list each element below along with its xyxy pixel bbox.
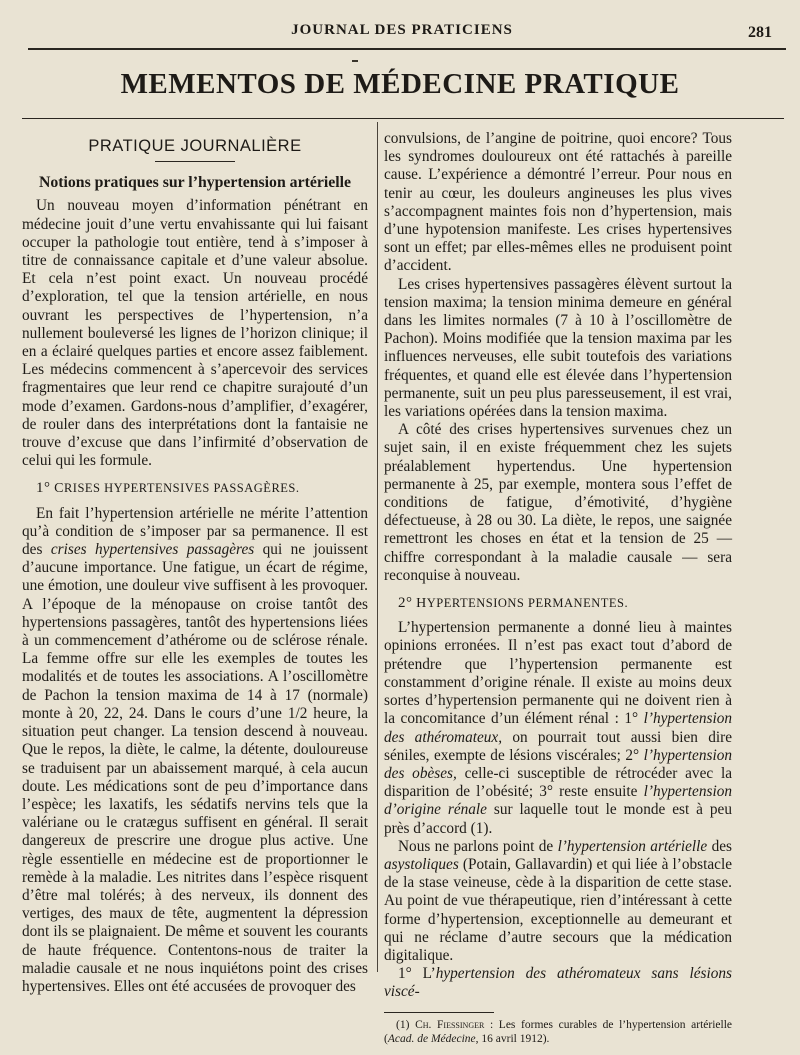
running-head: JOURNAL DES PRATICIENS — [291, 22, 513, 38]
text-run: sur laquelle tout le monde est à peu près d’accord (1). — [384, 801, 732, 837]
paragraph: Un nouveau moyen d’information pénétrant en médecine jouit d’une vertu envahissante qui lui faisant occuper la pathologie tout entière, tend à s’imposer à titre de connaissance capitale et d’une valeur absolue. Et cela n’est point exact. Un nouveau procédé d’exploration, tel que la tension artérielle, en nous ouvrant les perspectives de l’hypertension, n’a nullement bouleversé les lignes de l’horizon clinique; il en a éclairé quelques parties et encore assez faiblement. Les médecins commencent à s’apercevoir des services fragmentaires que leur rend ce chapitre surajouté d’un mode d’examen. Gardons-nous d’amplifier, d’exagérer, de rouler dans des interprétations dont la fantaisie ne trouve d’excuse que dans l’infirmité d’observation de celui qui les formule. — [22, 197, 368, 470]
footnote-author: Ch. Fiessinger — [415, 1018, 485, 1031]
paragraph — [384, 838, 732, 965]
page-number: 281 — [748, 24, 772, 41]
page-header — [22, 22, 782, 42]
subheading-permanentes — [384, 594, 732, 613]
emphasis: l’hypertension des obèses, — [384, 746, 732, 782]
subheading-crises — [22, 479, 368, 498]
left-column — [22, 137, 368, 996]
subheading-text: YPERTENSIONS PERMANENTES. — [426, 596, 629, 611]
text-run: (1) — [396, 1018, 416, 1031]
paragraph: convulsions, de l’angine de poitrine, quoi encore? Tous les syndromes douloureux ont été rattachés à pareille cause. L’expérience a démontré l’erreur. Pour nous en tenir au cœur, les douleurs angineuses les plus vives s’accompagnent maintes fois non d’hypertension, mais d’une hypotension manifeste. Les crises hypertensives sont un effet; par elles-mêmes elles ne produisent point d’accident. — [384, 130, 732, 275]
emphasis: crises hypertensives passagères — [50, 541, 255, 559]
emphasis: l’hypertension artérielle — [557, 837, 708, 855]
title-rule — [22, 118, 784, 119]
emphasis: Acad. de Médecine — [387, 1032, 476, 1045]
text-run: En fait l’hypertension artérielle ne mérite l’attention qu’à condition de s’imposer par sa permanence. Il est des — [22, 504, 368, 559]
paragraph — [384, 965, 732, 1001]
subheading-initial: H — [416, 596, 427, 612]
footnote — [384, 1018, 732, 1046]
page-title: MEMENTOS DE MÉDECINE PRATIQUE — [120, 68, 680, 100]
text-run: qui ne jouissent d’aucune importance. Une fatigue, un écart de régime, une émotion, une douleur vive suffisent à les provoquer. A l’époque de la ménopause on croise tantôt des hypertensions passagères, tantôt des hypertensions liées à un commencement d’athérome ou de sclérose rénale. La femme offre sur elle les exemples de toutes les modalités et de toutes les associations. A l’oscillomètre de Pachon la tension maxima de 14 à 17 (normale) monte à 20, 22, 24. Dans le cours d’une 1/2 heure, la situation peut changer. La tension descend à nouveau. Que le repos, la diète, le calme, la détente, douloureuse se traduisent par un abaissement marqué, à cela aucun doute. Les médications sont de peu d’importance dans l’espèce; les laxatifs, les sédatifs nervins tels que la valériane ou le cratægus suffisent en général. Il serait dangereux de prescrire une drogue plus active. Une règle essentielle en médecine est de proportionner le remède à la maladie. Les nitrites dans l’espèce risquent d’être mal tolérés; à des nerveux, ils donnent des vertiges, des maux de tête, augmentent la dépression dont ils se plaignaient. De même et souvent les courants de haute fréquence. Contentons-nous de traiter la maladie causale et ne nous inquiétons point des crises hypertensives. Elles ont été accusées de provoquer des — [22, 541, 368, 995]
subheading-number: 1° — [36, 480, 51, 497]
emphasis: hypertension des athéromateux sans lésions viscé- — [384, 965, 732, 1001]
right-column — [384, 130, 732, 1046]
subheading-number: 2° — [398, 595, 413, 612]
section-heading: PRATIQUE JOURNALIÈRE — [88, 137, 302, 155]
text-run: des — [707, 837, 733, 855]
text-run: celle-ci susceptible de rétrocéder avec la disparition de l’obésité; 3° reste ensuite — [384, 764, 732, 801]
article-title: Notions pratiques sur l’hypertension artérielle — [38, 174, 352, 192]
column-divider — [377, 122, 378, 972]
subheading-initial: C — [54, 481, 64, 497]
footnote-rule — [384, 1012, 494, 1013]
paragraph: A côté des crises hypertensives survenues chez un sujet sain, il en existe fréquemment chez les sujets préalablement hypertendus. Une hypertension permanente à 25, par exemple, montera sous l’effet de conditions de fatigue, d’émotivité, d’hygiène défectueuse, à 28 ou 30. La diète, le repos, une saignée remettront les choses en état et la tension de 25 — chiffre correspondant à la maladie causale — sera reconquise à nouveau. — [384, 421, 732, 584]
text-run: , 16 avril 1912). — [475, 1032, 550, 1045]
paragraph — [384, 619, 732, 837]
header-rule — [28, 48, 786, 50]
text-run: Nous ne parlons point de — [398, 837, 558, 855]
text-run: 1° L’ — [398, 965, 436, 983]
text-run: : Les formes curables de l’hypertension artérielle ( — [384, 1018, 733, 1045]
ornament-dot — [352, 60, 358, 62]
emphasis: l’hypertension des athéromateux, — [384, 710, 732, 746]
section-rule — [155, 161, 235, 162]
subheading-text: RISES HYPERTENSIVES PASSAGÈRES. — [63, 481, 300, 496]
text-run: (Potain, Gallavardin) et qui liée à l’obstacle de la stase veineuse, cède à la disparition de cette stase. Au point de vue thérapeutique, rien d’intéressant à cette forme d’hypertension, exceptionnelle au demeurant et qui ne réclame d’autre secours que la médication digitalique. — [384, 855, 732, 964]
emphasis: asystoliques — [384, 855, 459, 873]
text-run: on pourrait tout aussi bien dire séniles, exempte de lésions viscérales; 2° — [384, 728, 732, 764]
paragraph — [22, 505, 368, 996]
text-run: L’hypertension permanente a donné lieu à maintes opinions erronées. Il n’est pas exact tout d’abord de prétendre que l’hypertension permanente est constamment d’origine rénale. Il existe au moins deux sortes d’hypertension permanente qui ne doivent rien à la concomitance d’un élément rénal : 1° — [384, 619, 732, 728]
emphasis: l’hypertension d’origine rénale — [384, 783, 732, 819]
paragraph: Les crises hypertensives passagères élèvent surtout la tension maxima; la tension minima demeure en général dans les limites normales (7 à 10 à l’oscillomètre de Pachon). Moins modifiée que la tension maxima par les influences nerveuses, elle subit toutefois des variations fréquentes, et quand elle est élevée dans l’hypertension permanente, suit un peu plus paresseusement, il est vrai, les variations opérées dans la tension maxima. — [384, 275, 732, 421]
